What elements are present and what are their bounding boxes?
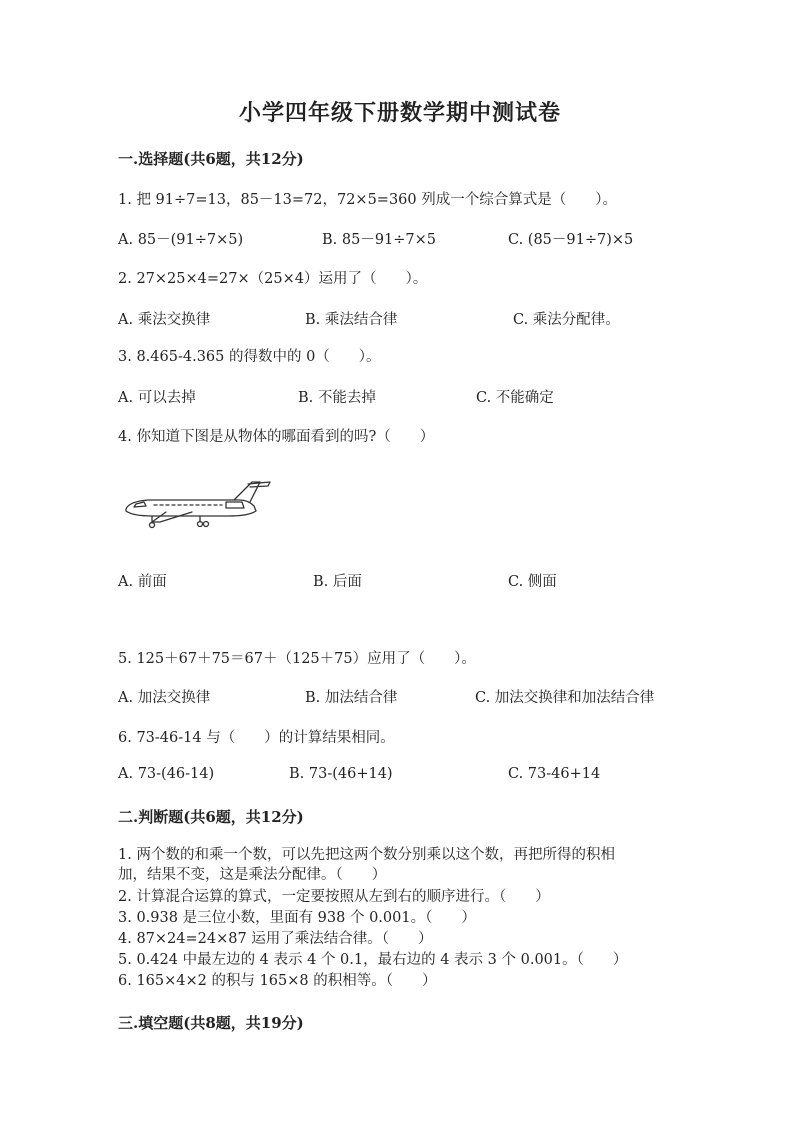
option-4b: B. 后面 [313,574,362,590]
option-5c: C. 加法交换律和加法结合律 [475,690,655,706]
option-1c: C. (85－91÷7)×5 [508,232,634,248]
option-2c: C. 乘法分配律。 [513,312,620,328]
question-6: 6. 73-46-14 与（ ）的计算结果相同。 [118,730,395,746]
section-3-heading: 三.填空题(共8题，共19分) [118,1014,304,1032]
option-3c: C. 不能确定 [476,390,554,406]
option-6b: B. 73-(46+14) [289,766,393,782]
option-1b: B. 85－91÷7×5 [322,232,437,248]
judge-item: 2. 计算混合运算的算式，一定要按照从左到右的顺序进行。（ ） [118,889,550,905]
option-3b: B. 不能去掉 [298,390,376,406]
question-3: 3. 8.465-4.365 的得数中的 0（ ）。 [118,349,381,365]
judge-item: 5. 0.424 中最左边的 4 表示 4 个 0.1，最右边的 4 表示 3 个 0.001。（ ） [118,952,628,968]
option-4a: A. 前面 [118,574,167,590]
question-1: 1. 把 91÷7=13，85－13=72，72×5=360 列成一个综合算式是（ ）。 [118,192,617,208]
judge-item: 3. 0.938 是三位小数，里面有 938 个 0.001。（ ） [118,910,476,926]
option-4c: C. 侧面 [508,574,557,590]
option-5b: B. 加法结合律 [305,690,398,706]
option-6a: A. 73-(46-14) [118,766,215,782]
judge-item: 4. 87×24=24×87 运用了乘法结合律。（ ） [118,931,433,947]
option-2b: B. 乘法结合律 [305,312,398,328]
judge-item: 1. 两个数的和乘一个数，可以先把这两个数分别乘以这个数，再把所得的积相 [118,847,615,863]
section-2-heading: 二.判断题(共6题，共12分) [118,808,304,826]
section-1-heading: 一.选择题(共6题，共12分) [118,150,304,168]
option-3a: A. 可以去掉 [118,390,196,406]
page-title: 小学四年级下册数学期中测试卷 [238,100,561,126]
question-4: 4. 你知道下图是从物体的哪面看到的吗?（ ） [118,429,435,445]
judge-item: 加，结果不变，这是乘法分配律。（ ） [118,867,387,883]
question-2: 2. 27×25×4=27×（25×4）运用了（ ）。 [118,271,428,287]
option-5a: A. 加法交换律 [118,690,211,706]
option-1a: A. 85－(91÷7×5) [118,232,244,248]
judge-item: 6. 165×4×2 的积与 165×8 的积相等。（ ） [118,973,437,989]
question-5: 5. 125＋67＋75＝67＋（125＋75）应用了（ ）。 [118,651,476,667]
option-6c: C. 73-46+14 [508,766,601,782]
airplane-icon [122,478,272,530]
option-2a: A. 乘法交换律 [118,312,211,328]
